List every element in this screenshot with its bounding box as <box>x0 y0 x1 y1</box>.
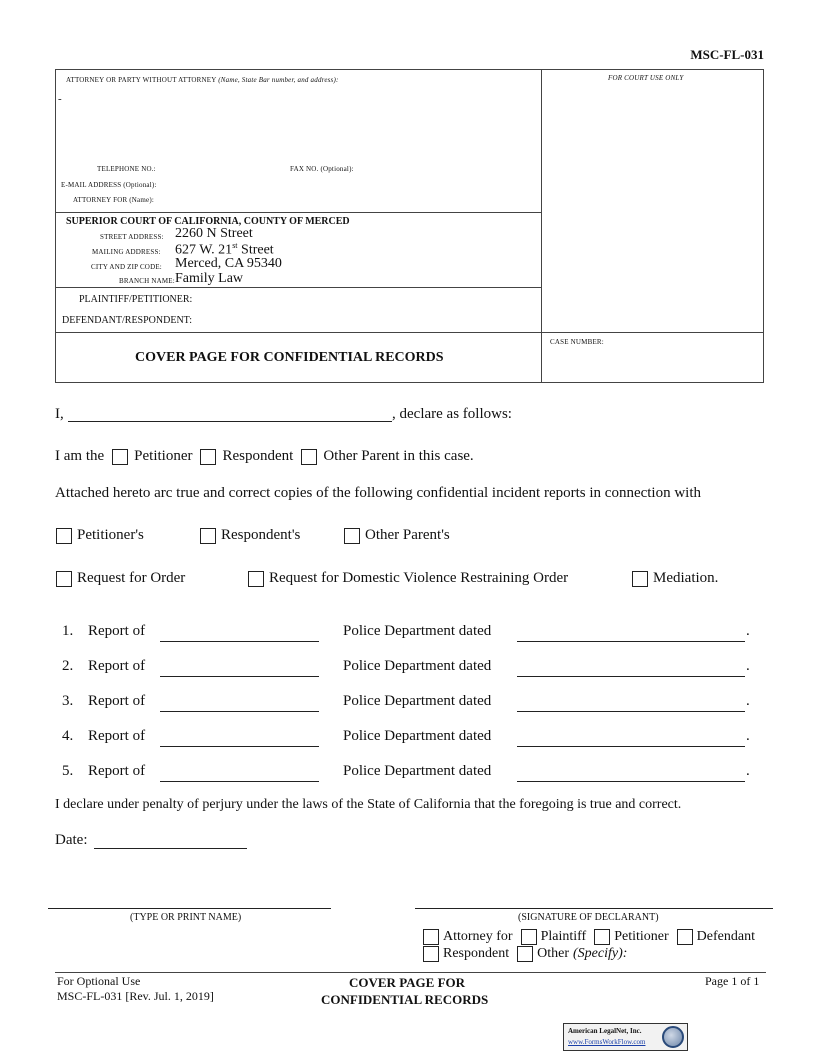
date-label: Date: <box>55 832 88 848</box>
defendant-label: DEFENDANT/RESPONDENT: <box>62 315 193 326</box>
defendant-checkbox[interactable] <box>677 929 693 945</box>
respondent-label: Respondent <box>443 946 510 961</box>
report-end: . <box>746 728 750 744</box>
report-number: 2. <box>62 658 74 674</box>
plaintiff-checkbox[interactable] <box>521 929 537 945</box>
report-label: Report of <box>88 623 146 639</box>
logo-company-name: American LegalNet, Inc. <box>568 1027 642 1035</box>
parties-divider <box>55 287 541 288</box>
party-other-parent-checkbox[interactable] <box>344 528 360 544</box>
other-checkbox[interactable] <box>517 946 533 962</box>
type-option-mediation <box>632 570 718 587</box>
print-name-label: (TYPE OR PRINT NAME) <box>130 912 242 923</box>
report-number: 3. <box>62 693 74 709</box>
signature-label: (SIGNATURE OF DECLARANT) <box>518 912 659 923</box>
declarant-prefix: I, <box>55 406 64 422</box>
report-dept-label: Police Department dated <box>343 728 492 744</box>
report-label: Report of <box>88 763 146 779</box>
form-id: MSC-FL-031 <box>690 47 764 62</box>
role-petitioner-label: Petitioner <box>134 448 193 464</box>
branch-value: Family Law <box>175 271 244 286</box>
declarant-suffix: , declare as follows: <box>392 406 512 422</box>
logo-url[interactable]: www.FormsWorkFlow.com <box>568 1038 646 1046</box>
report-label: Report of <box>88 658 146 674</box>
email-label: E-MAIL ADDRESS (Optional): <box>61 181 157 189</box>
caption-divider <box>541 69 542 383</box>
title-divider <box>55 332 764 333</box>
role-respondent-checkbox[interactable] <box>200 449 216 465</box>
report-dept-label: Police Department dated <box>343 693 492 709</box>
report-number: 1. <box>62 623 74 639</box>
signature-field[interactable] <box>415 908 773 909</box>
logo-emblem-icon <box>662 1026 684 1048</box>
attorney-for-label: ATTORNEY FOR (Name): <box>73 196 154 204</box>
declarant-name-field[interactable] <box>68 421 392 422</box>
report-agency-field[interactable] <box>160 746 319 747</box>
court-use-label: FOR COURT USE ONLY <box>608 74 684 82</box>
dv-restraining-order-label: Request for Domestic Violence Restraining Order <box>269 570 569 586</box>
party-option-respondent <box>200 527 300 544</box>
case-number-label: CASE NUMBER: <box>550 338 604 346</box>
i-am-the-label: I am the <box>55 448 105 464</box>
signer-role-row-2 <box>423 946 627 962</box>
report-label: Report of <box>88 693 146 709</box>
role-petitioner-checkbox[interactable] <box>112 449 128 465</box>
mediation-label: Mediation. <box>653 570 719 586</box>
street-label: STREET ADDRESS: <box>100 233 164 241</box>
court-title: SUPERIOR COURT OF CALIFORNIA, COUNTY OF MERCED <box>66 216 350 227</box>
footer-title-line1: COVER PAGE FOR <box>349 975 466 990</box>
party-option-petitioner <box>56 527 144 544</box>
report-agency-field[interactable] <box>160 781 319 782</box>
party-respondent-label: Respondent's <box>221 527 301 543</box>
attorney-field[interactable]: - <box>58 93 62 105</box>
report-end: . <box>746 623 750 639</box>
attorney-label: ATTORNEY OR PARTY WITHOUT ATTORNEY (Name, State Bar number, and address): <box>66 76 339 84</box>
report-date-field[interactable] <box>517 746 745 747</box>
report-dept-label: Police Department dated <box>343 623 492 639</box>
footer-title-line2: CONFIDENTIAL RECORDS <box>321 992 489 1007</box>
party-petitioner-label: Petitioner's <box>77 527 144 543</box>
report-agency-field[interactable] <box>160 711 319 712</box>
attorney-for-label: Attorney for <box>443 929 513 944</box>
form-title: COVER PAGE FOR CONFIDENTIAL RECORDS <box>135 350 444 365</box>
telephone-label: TELEPHONE NO.: <box>97 165 156 173</box>
request-order-label: Request for Order <box>77 570 186 586</box>
request-order-checkbox[interactable] <box>56 571 72 587</box>
declarant-row <box>55 406 64 423</box>
petitioner-label: Petitioner <box>614 929 669 944</box>
city-label: CITY AND ZIP CODE: <box>91 263 162 271</box>
petitioner-checkbox[interactable] <box>594 929 610 945</box>
type-option-request-order <box>56 570 185 587</box>
report-dept-label: Police Department dated <box>343 763 492 779</box>
date-field[interactable] <box>94 848 247 849</box>
report-label: Report of <box>88 728 146 744</box>
fax-label: FAX NO. (Optional): <box>290 165 354 173</box>
branch-label: BRANCH NAME: <box>119 277 175 285</box>
mediation-checkbox[interactable] <box>632 571 648 587</box>
mailing-label: MAILING ADDRESS: <box>92 248 161 256</box>
respondent-checkbox[interactable] <box>423 946 439 962</box>
role-row <box>55 448 474 465</box>
plaintiff-label: PLAINTIFF/PETITIONER: <box>79 294 193 305</box>
attached-text: Attached hereto arc true and correct copies of the following confidential incident reports in connection with <box>55 485 702 501</box>
attorney-for-checkbox[interactable] <box>423 929 439 945</box>
party-respondent-checkbox[interactable] <box>200 528 216 544</box>
city-value: Merced, CA 95340 <box>175 256 282 271</box>
report-agency-field[interactable] <box>160 676 319 677</box>
specify-label: (Specify): <box>573 946 628 961</box>
report-dept-label: Police Department dated <box>343 658 492 674</box>
party-petitioner-checkbox[interactable] <box>56 528 72 544</box>
report-date-field[interactable] <box>517 641 745 642</box>
street-value: 2260 N Street <box>175 226 253 241</box>
print-name-field[interactable] <box>48 908 331 909</box>
court-divider <box>55 212 541 213</box>
party-option-other-parent <box>344 527 450 544</box>
defendant-label: Defendant <box>696 929 755 944</box>
dv-restraining-order-checkbox[interactable] <box>248 571 264 587</box>
footer-divider <box>55 972 766 973</box>
optional-use: For Optional Use <box>57 974 141 988</box>
report-date-field[interactable] <box>517 711 745 712</box>
role-other-parent-label: Other Parent in this case. <box>323 448 474 464</box>
legalnet-logo[interactable] <box>563 1023 688 1051</box>
revision: MSC-FL-031 [Rev. Jul. 1, 2019] <box>57 989 214 1003</box>
report-end: . <box>746 693 750 709</box>
report-agency-field[interactable] <box>160 641 319 642</box>
page-number: Page 1 of 1 <box>705 974 760 988</box>
mailing-value: 627 W. 21st Street <box>175 241 274 258</box>
role-other-parent-checkbox[interactable] <box>301 449 317 465</box>
declaration-text: I declare under penalty of perjury under the laws of the State of California that the foregoing is true and correct. <box>55 797 682 812</box>
report-date-field[interactable] <box>517 676 745 677</box>
party-other-parent-label: Other Parent's <box>365 527 450 543</box>
type-option-dv <box>248 570 568 587</box>
plaintiff-label: Plaintiff <box>540 929 587 944</box>
role-respondent-label: Respondent <box>222 448 294 464</box>
report-number: 5. <box>62 763 74 779</box>
report-end: . <box>746 658 750 674</box>
report-date-field[interactable] <box>517 781 745 782</box>
report-number: 4. <box>62 728 74 744</box>
other-label: Other <box>537 946 569 961</box>
signer-role-row-1 <box>423 929 755 945</box>
report-end: . <box>746 763 750 779</box>
